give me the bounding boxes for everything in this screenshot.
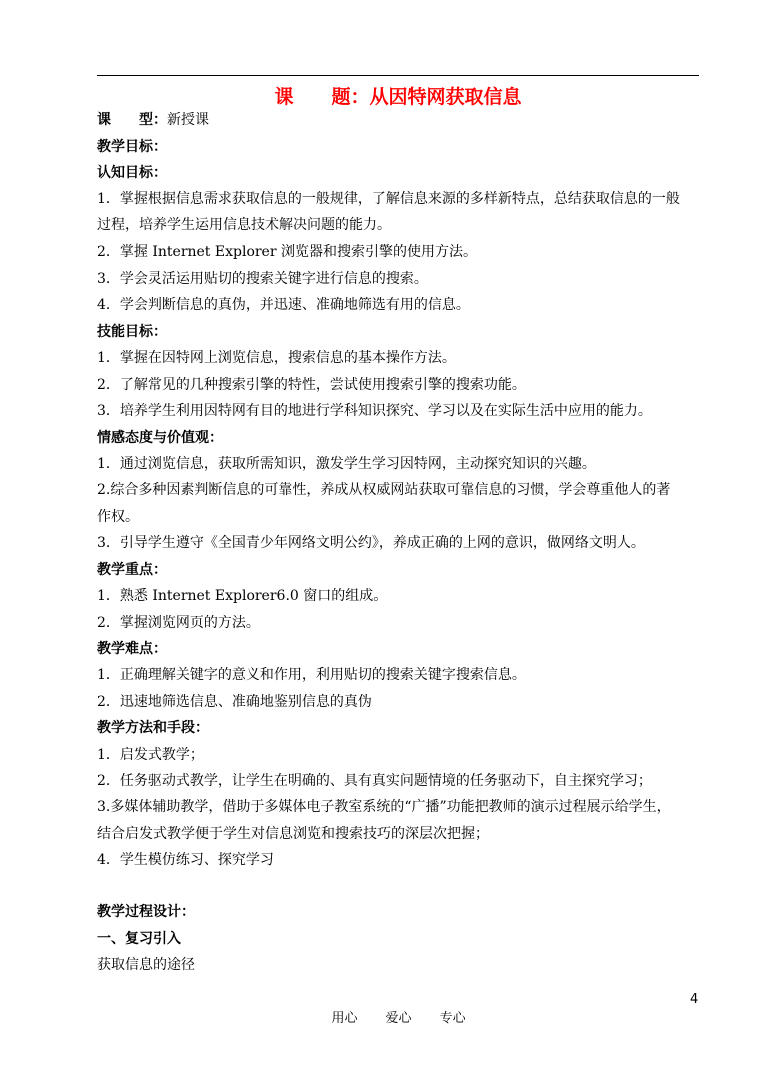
body-line: 2．任务驱动式教学，让学生在明确的、具有真实问题情境的任务驱动下，自主探究学习； bbox=[97, 773, 652, 789]
page-number: 4 bbox=[690, 992, 699, 1007]
body-line: 3．学会灵活运用贴切的搜索关键字进行信息的搜索。 bbox=[97, 271, 428, 287]
section-heading: 情感态度与价值观： bbox=[97, 430, 223, 446]
body-line: 结合启发式教学便于学生对信息浏览和搜索技巧的深层次把握； bbox=[97, 826, 489, 842]
lesson-type-value: 新授课 bbox=[167, 112, 209, 128]
header-rule bbox=[97, 75, 699, 76]
footer-motto: 爱心 bbox=[385, 1011, 412, 1026]
body-line: 1．掌握在因特网上浏览信息，搜索信息的基本操作方法。 bbox=[97, 350, 456, 366]
body-line: 1．通过浏览信息，获取所需知识，激发学生学习因特网，主动探究知识的兴趣。 bbox=[97, 456, 596, 472]
section-heading: 认知目标： bbox=[97, 165, 167, 181]
body-line: 2．迅速地筛选信息、准确地鉴别信息的真伪 bbox=[97, 694, 372, 710]
section-heading: 教学目标： bbox=[97, 139, 167, 155]
body-line: 4．学生模仿练习、探究学习 bbox=[97, 852, 274, 868]
body-line: 作权。 bbox=[97, 509, 139, 525]
section-heading: 教学方法和手段： bbox=[97, 720, 209, 736]
body-line: 2．掌握 Internet Explorer 浏览器和搜索引擎的使用方法。 bbox=[97, 244, 477, 260]
section-heading: 教学过程设计： bbox=[97, 904, 195, 920]
lesson-type-line bbox=[97, 111, 699, 129]
body-line: 过程，培养学生运用信息技术解决问题的能力。 bbox=[97, 217, 391, 233]
body-line: 1．正确理解关键字的意义和作用，利用贴切的搜索关键字搜索信息。 bbox=[97, 667, 526, 683]
footer-motto: 用心 bbox=[331, 1011, 358, 1026]
footer-mottos bbox=[315, 992, 494, 1041]
body-line: 2.综合多种因素判断信息的可靠性，养成从权威网站获取可靠信息的习惯，学会尊重他人的著 bbox=[97, 482, 671, 498]
body-line: 3．引导学生遵守《全国青少年网络文明公约》，养成正确的上网的意识，做网络文明人。 bbox=[97, 535, 645, 551]
body-line: 3.多媒体辅助教学，借助于多媒体电子教室系统的“广播”功能把教师的演示过程展示给学生， bbox=[97, 799, 671, 815]
body-line: 2．掌握浏览网页的方法。 bbox=[97, 615, 260, 631]
section-heading: 教学重点： bbox=[97, 562, 167, 578]
body-line: 获取信息的途径 bbox=[97, 957, 195, 973]
body-line: 1．掌握根据信息需求获取信息的一般规律，了解信息来源的多样新特点，总结获取信息的一般 bbox=[97, 191, 680, 207]
section-heading: 一、复习引入 bbox=[97, 931, 181, 947]
body-line: 3．培养学生利用因特网有目的地进行学科知识探究、学习以及在实际生活中应用的能力。 bbox=[97, 403, 652, 419]
lesson-type-label: 课 型： bbox=[97, 112, 167, 128]
body-line: 2．了解常见的几种搜索引擎的特性，尝试使用搜索引擎的搜索功能。 bbox=[97, 377, 526, 393]
footer-motto: 专心 bbox=[439, 1011, 466, 1026]
lesson-title: 课 题：从因特网获取信息 bbox=[274, 86, 522, 108]
body-line: 1．熟悉 Internet Explorer6.0 窗口的组成。 bbox=[97, 588, 388, 604]
body-line: 1．启发式教学； bbox=[97, 747, 204, 763]
section-heading: 技能目标： bbox=[97, 324, 167, 340]
section-heading: 教学难点： bbox=[97, 641, 167, 657]
body-line: 4．学会判断信息的真伪，并迅速、准确地筛选有用的信息。 bbox=[97, 297, 470, 313]
